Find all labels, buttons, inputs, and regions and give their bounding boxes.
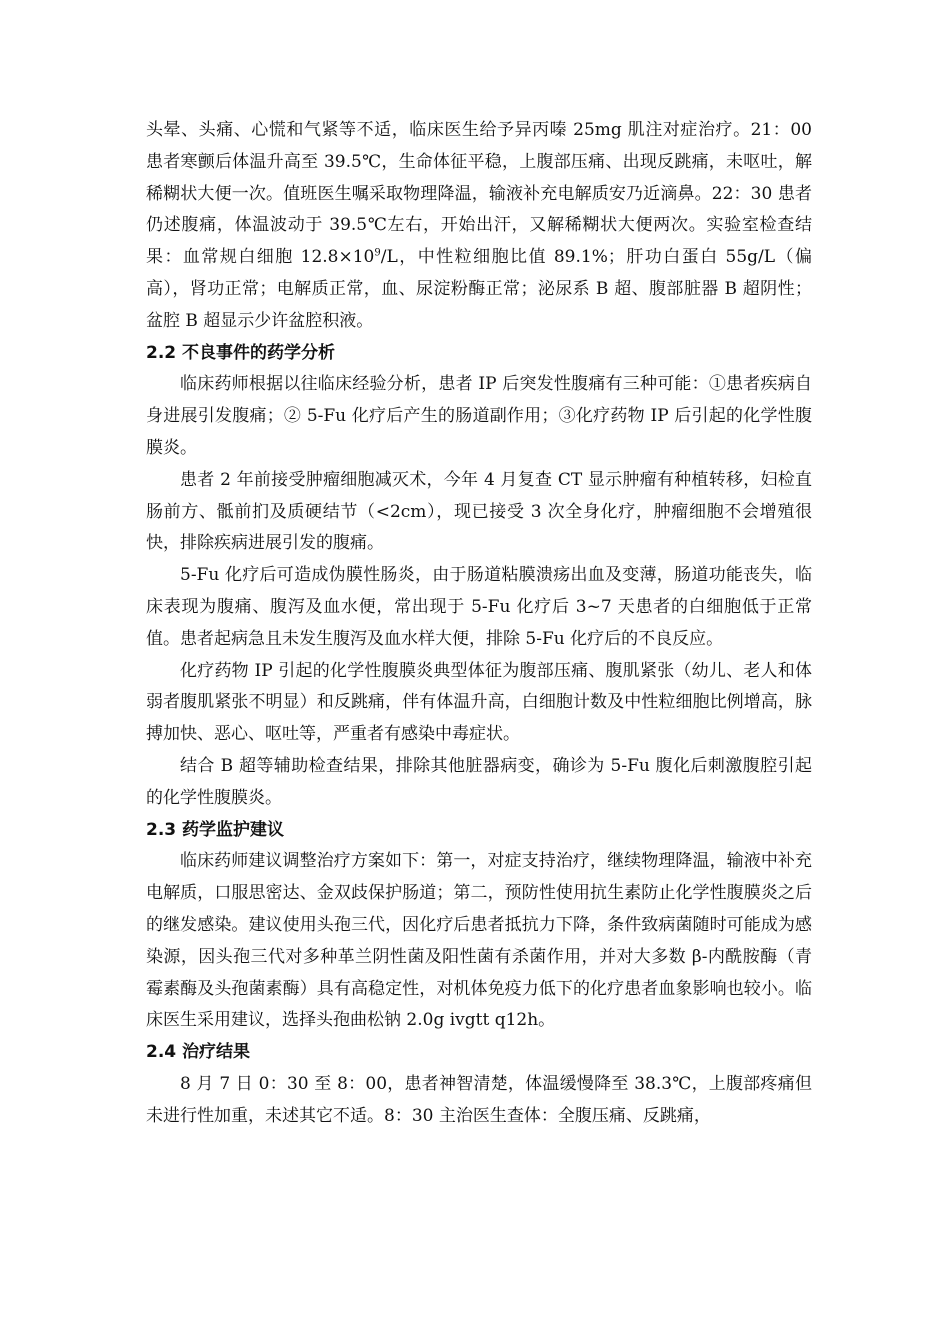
paragraph: 患者 2 年前接受肿瘤细胞减灭术，今年 4 月复查 CT 显示肿瘤有种植转移，妇检直肠前方、骶前扪及质硬结节（<2cm），现已接受 3 次全身化疗，肿瘤细胞不会增殖很快，排除疾病进展引发的腹痛。 (146, 469, 812, 554)
section-heading-2-3: 2.3 药学监护建议 (146, 819, 285, 840)
paragraph: 临床药师根据以往临床经验分析，患者 IP 后突发性腹痛有三种可能：①患者疾病自身进展引发腹痛；② 5-Fu 化疗后产生的肠道副作用；③化疗药物 IP 后引起的化学性腹膜炎。 (146, 374, 812, 458)
superscript-exponent: 9 (374, 247, 381, 259)
paragraph: 化疗药物 IP 引起的化学性腹膜炎典型体征为腹部压痛、腹肌紧张（幼儿、老人和体弱者腹肌紧张不明显）和反跳痛，伴有体温升高，白细胞计数及中性粒细胞比例增高，脉搏加快、恶心、呕吐等，严重者有感染中毒症状。 (146, 660, 812, 745)
text-run: 头晕、头痛、心慌和气紧等不适，临床医生给予异丙嗪 25mg 肌注对症治疗。21：00 患者寒颤后体温升高至 39.5℃，生命体征平稳，上腹部压痛、出现反跳痛，未呕吐，解稀糊状大便一次。值班医生嘱采取物理降温，输液补充电解质安乃近滴鼻。22：30 患者仍述腹痛，体温波动于 39.5℃左右，开始出汗，又解稀糊状大便两次。实验室检查结果：血常规白细胞 12.8×10 (146, 120, 812, 268)
document-page (146, 115, 812, 1133)
paragraph: 结合 B 超等辅助检查结果，排除其他脏器病变，确诊为 5-Fu 腹化后刺激腹腔引起的化学性腹膜炎。 (146, 755, 812, 808)
paragraph: 8 月 7 日 0：30 至 8：00，患者神智清楚，体温缓慢降至 38.3℃，上腹部疼痛但未进行性加重，未述其它不适。8：30 主治医生查体：全腹压痛、反跳痛， (146, 1073, 812, 1126)
paragraph: 临床药师建议调整治疗方案如下：第一，对症支持治疗，继续物理降温，输液中补充电解质，口服思密达、金双歧保护肠道；第二，预防性使用抗生素防止化学性腹膜炎之后的继发感染。建议使用头孢三代，因化疗后患者抵抗力下降，条件致病菌随时可能成为感染源，因头孢三代对多种革兰阴性菌及阳性菌有杀菌作用，并对大多数 β-内酰胺酶（青霉素酶及头孢菌素酶）具有高稳定性，对机体免疫力低下的化疗患者血象影响也较小。临床医生采用建议，选择头孢曲松钠 2.0g ivgtt q12h。 (146, 851, 812, 1031)
section-heading-2-4: 2.4 治疗结果 (146, 1042, 251, 1063)
paragraph: 5-Fu 化疗后可造成伪膜性肠炎，由于肠道粘膜溃疡出血及变薄，肠道功能丧失，临床表现为腹痛、腹泻及血水便，常出现于 5-Fu 化疗后 3~7 天患者的白细胞低于正常值。患者起病急且未发生腹泻及血水样大便，排除 5-Fu 化疗后的不良反应。 (146, 565, 812, 649)
section-heading-2-2: 2.2 不良事件的药学分析 (146, 342, 336, 363)
paragraph-case-course (146, 115, 812, 338)
text-run: /L，中性粒细胞比值 89.1%；肝功白蛋白 55g/L（偏高），肾功正常；电解质正常，血、尿淀粉酶正常；泌尿系 B 超、腹部脏器 B 超阴性；盆腔 B 超显示少许盆腔积液。 (146, 247, 812, 331)
